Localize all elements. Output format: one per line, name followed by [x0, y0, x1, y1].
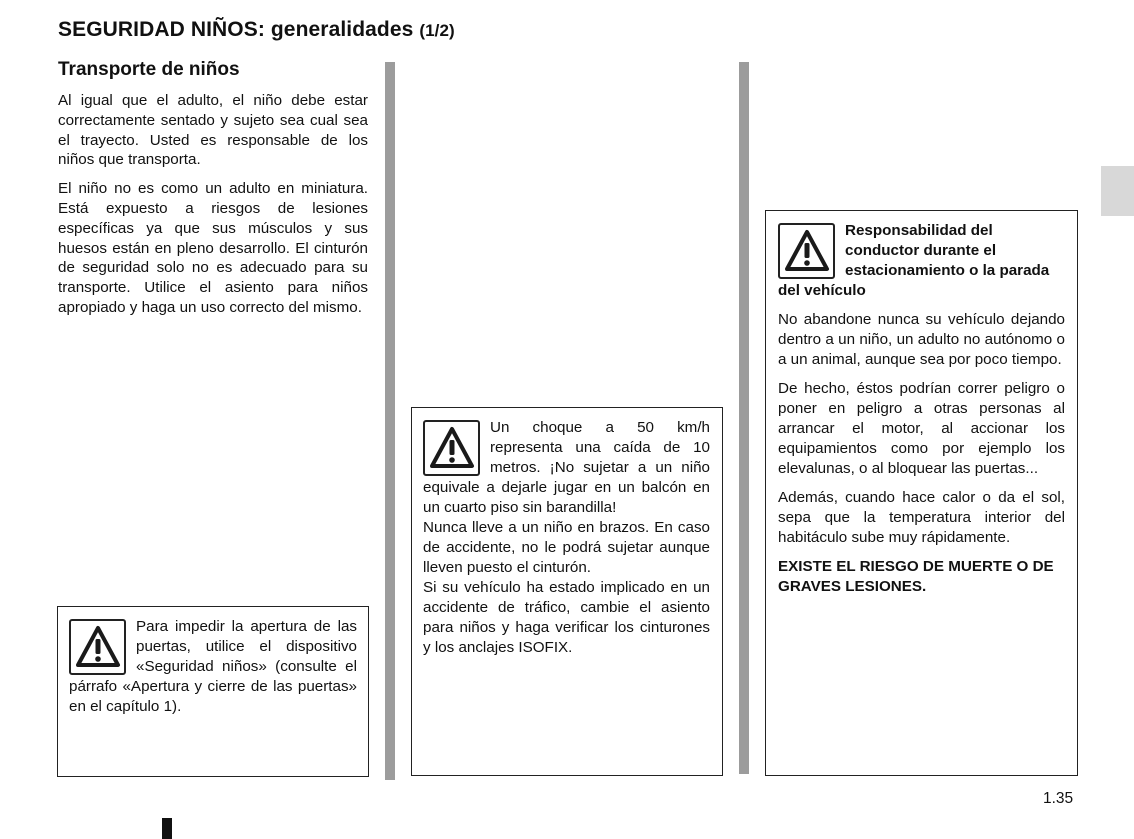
- warning-triangle-icon: [69, 619, 126, 675]
- warning-paragraph: Además, cuando hace calor o da el sol, sepa que la temperatura interior del habitáculo sube muy rápidamente.: [778, 489, 1065, 546]
- crop-mark: [162, 818, 172, 839]
- warning-paragraph: No abandone nunca su vehículo dejando dentro a un niño, un adulto no autónomo o a un animal, aunque sea por poco tiempo.: [778, 311, 1065, 368]
- warning-paragraph: Un choque a 50 km/h representa una caída de 10 metros. ¡No sujetar a un niño equivale a dejarle jugar en un balcón en un cuarto piso sin barandilla!: [423, 419, 710, 516]
- section-paragraph: Al igual que el adulto, el niño debe estar correctamente sentado y sujeto sea cual sea el trayecto. Usted es responsable de los niños que transporta.: [58, 92, 368, 169]
- warning-paragraph: Si su vehículo ha estado implicado en un accidente de tráfico, cambie el asiento para niños y haga verificar los cinturones y los anclajes ISOFIX.: [423, 579, 710, 656]
- warning-emphasis: EXISTE EL RIESGO DE MUERTE O DE GRAVES LESIONES.: [778, 558, 1054, 595]
- chapter-tab-marker: [1101, 166, 1134, 216]
- page-title-suffix: (1/2): [419, 21, 455, 40]
- warning-paragraph: De hecho, éstos podrían correr peligro o poner en peligro a otras personas al arrancar el motor, al accionar los equipamientos como por ejemplo los elevalunas, o al bloquear las puertas...: [778, 380, 1065, 477]
- page-title: [58, 18, 455, 42]
- warning-paragraph: Nunca lleve a un niño en brazos. En caso de accidente, no le podrá sujetar aunque lleven puesto el cinturón.: [423, 519, 710, 576]
- warning-text: Para impedir la apertura de las puertas, utilice el dispositivo «Seguridad niños» (consulte el párrafo «Apertura y cierre de las puertas» en el capítulo 1).: [69, 618, 357, 715]
- warning-box-crash-risk: [411, 407, 723, 776]
- page-title-text: SEGURIDAD NIÑOS: generalidades: [58, 18, 414, 41]
- warning-triangle-icon: [423, 420, 480, 476]
- page-number: 1.35: [1043, 790, 1074, 807]
- warning-box-driver-responsibility: [765, 210, 1078, 776]
- section-body: [58, 91, 368, 327]
- section-paragraph: El niño no es como un adulto en miniatura. Está expuesto a riesgos de lesiones específicas ya que sus músculos y sus huesos están en pleno desarrollo. El cinturón de seguridad solo no es adecuado para su transporte. Utilice el asiento para niños apropiado y haga un uso correcto del mismo.: [58, 180, 368, 316]
- column-divider: [739, 62, 749, 774]
- warning-triangle-icon: [778, 223, 835, 279]
- warning-box-child-safety-lock: [57, 606, 369, 777]
- section-title: Transporte de niños: [58, 59, 240, 80]
- column-divider: [385, 62, 395, 780]
- warning-heading: Responsabilidad del conductor durante el estacionamiento o la parada del vehículo: [778, 222, 1050, 299]
